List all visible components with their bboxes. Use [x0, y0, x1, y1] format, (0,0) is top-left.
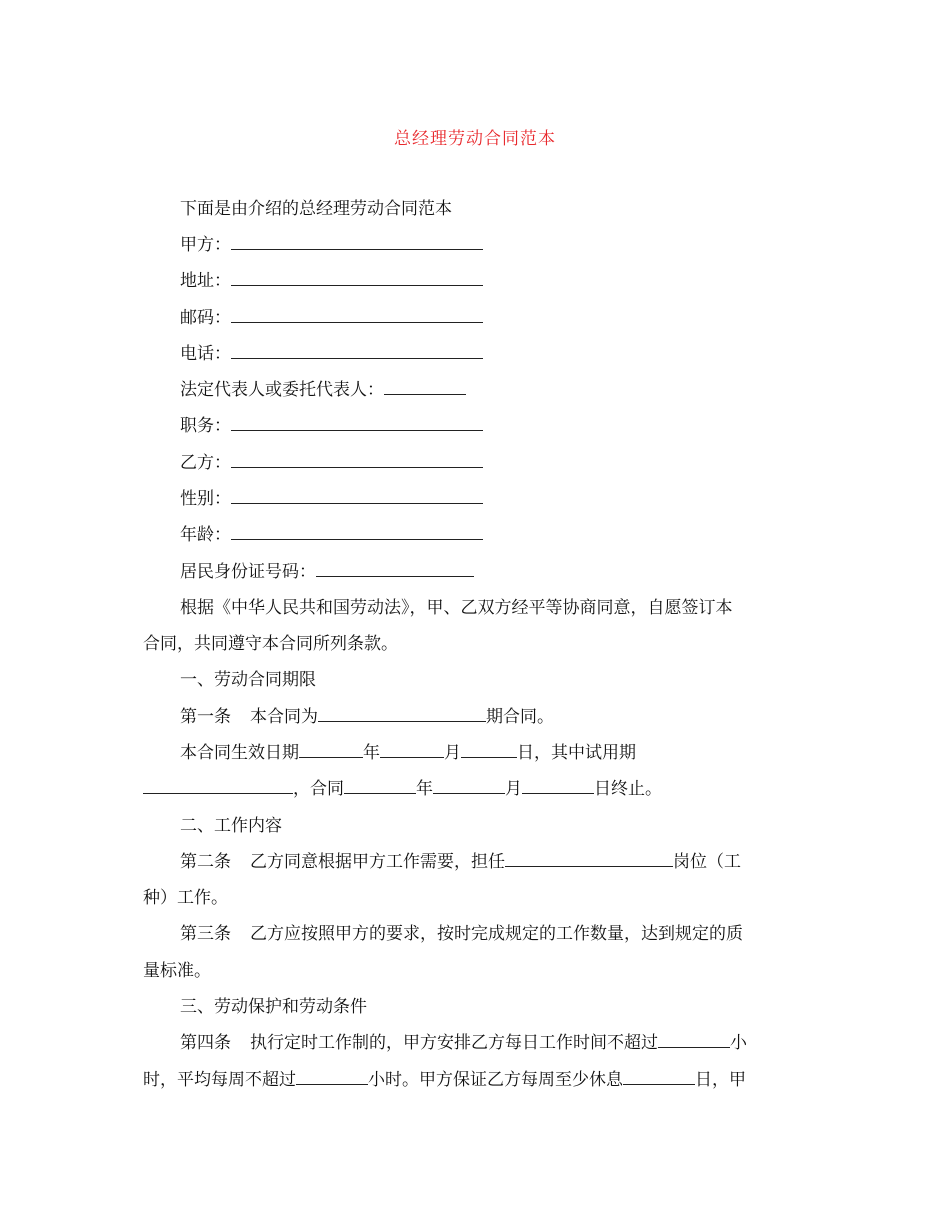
field-phone	[180, 342, 483, 366]
text: ，合同	[293, 779, 344, 799]
text: 月	[444, 743, 461, 763]
field-address	[180, 269, 483, 293]
field-position	[180, 414, 483, 438]
text: 时，平均每周不超过	[143, 1070, 296, 1090]
field-label: 居民身份证号码：	[180, 562, 316, 582]
blank-line	[522, 777, 594, 794]
field-gender	[180, 487, 483, 511]
blank-line	[231, 269, 483, 286]
blank-line	[231, 414, 483, 431]
article-2-line-2: 种）工作。	[143, 888, 228, 908]
text: 年	[363, 743, 380, 763]
field-party-b	[180, 451, 483, 475]
article-text: 小	[730, 1033, 747, 1053]
field-label: 乙方：	[180, 453, 231, 473]
field-party-a	[180, 233, 483, 257]
blank-line	[231, 233, 483, 250]
blank-line	[461, 741, 517, 758]
article-label: 第一条	[180, 707, 231, 727]
article-1	[180, 705, 554, 729]
text: 日终止。	[594, 779, 662, 799]
article-label: 第二条	[180, 852, 231, 872]
field-age	[180, 523, 483, 547]
text: 小时。甲方保证乙方每周至少休息	[368, 1070, 623, 1090]
blank-line	[316, 560, 474, 577]
article-4-line-2	[143, 1068, 746, 1092]
field-label: 年龄：	[180, 525, 231, 545]
field-legal-rep	[180, 378, 466, 402]
text: 月	[505, 779, 522, 799]
text: 日，甲	[695, 1070, 746, 1090]
section-heading-2: 二、工作内容	[180, 816, 282, 836]
field-label: 电话：	[180, 344, 231, 364]
article-3-line-2: 量标准。	[143, 961, 211, 981]
blank-line	[231, 342, 483, 359]
field-label: 地址：	[180, 271, 231, 291]
article-text: 期合同。	[486, 707, 554, 727]
preamble-line-1: 根据《中华人民共和国劳动法》，甲、乙双方经平等协商同意，自愿签订本	[180, 598, 733, 618]
article-text: 乙方应按照甲方的要求，按时完成规定的工作数量，达到规定的质	[250, 924, 743, 944]
blank-line	[505, 850, 673, 867]
blank-line	[623, 1068, 695, 1085]
preamble-line-2: 合同，共同遵守本合同所列条款。	[143, 634, 398, 654]
blank-line	[380, 741, 444, 758]
text: 年	[416, 779, 433, 799]
article-text: 乙方同意根据甲方工作需要，担任	[250, 852, 505, 872]
blank-line	[433, 777, 505, 794]
article-text: 岗位（工	[673, 852, 741, 872]
section-heading-3: 三、劳动保护和劳动条件	[180, 997, 367, 1017]
field-label: 邮码：	[180, 308, 231, 328]
blank-line	[231, 487, 483, 504]
text: 本合同生效日期	[180, 743, 299, 763]
document-title: 总经理劳动合同范本	[394, 129, 556, 149]
blank-line	[384, 378, 466, 395]
blank-line	[299, 741, 363, 758]
article-label: 第四条	[180, 1033, 231, 1053]
intro-text: 下面是由介绍的总经理劳动合同范本	[180, 199, 452, 219]
effective-date-line-1	[180, 741, 636, 765]
blank-line	[296, 1068, 368, 1085]
blank-line	[344, 777, 416, 794]
field-label: 职务：	[180, 416, 231, 436]
effective-date-line-2	[143, 777, 662, 801]
blank-line	[231, 523, 483, 540]
blank-line	[231, 306, 483, 323]
text: 日，其中试用期	[517, 743, 636, 763]
article-text: 执行定时工作制的，甲方安排乙方每日工作时间不超过	[250, 1033, 658, 1053]
blank-line	[143, 777, 293, 794]
field-label: 法定代表人或委托代表人：	[180, 380, 384, 400]
article-3	[180, 922, 743, 946]
article-4	[180, 1031, 747, 1055]
field-label: 甲方：	[180, 235, 231, 255]
blank-line	[231, 451, 483, 468]
field-postcode	[180, 306, 483, 330]
article-text: 本合同为	[250, 707, 318, 727]
article-label: 第三条	[180, 924, 231, 944]
field-id-number	[180, 560, 474, 584]
blank-line	[658, 1031, 730, 1048]
article-2	[180, 850, 741, 874]
blank-line	[318, 705, 486, 722]
field-label: 性别：	[180, 489, 231, 509]
section-heading-1: 一、劳动合同期限	[180, 670, 316, 690]
